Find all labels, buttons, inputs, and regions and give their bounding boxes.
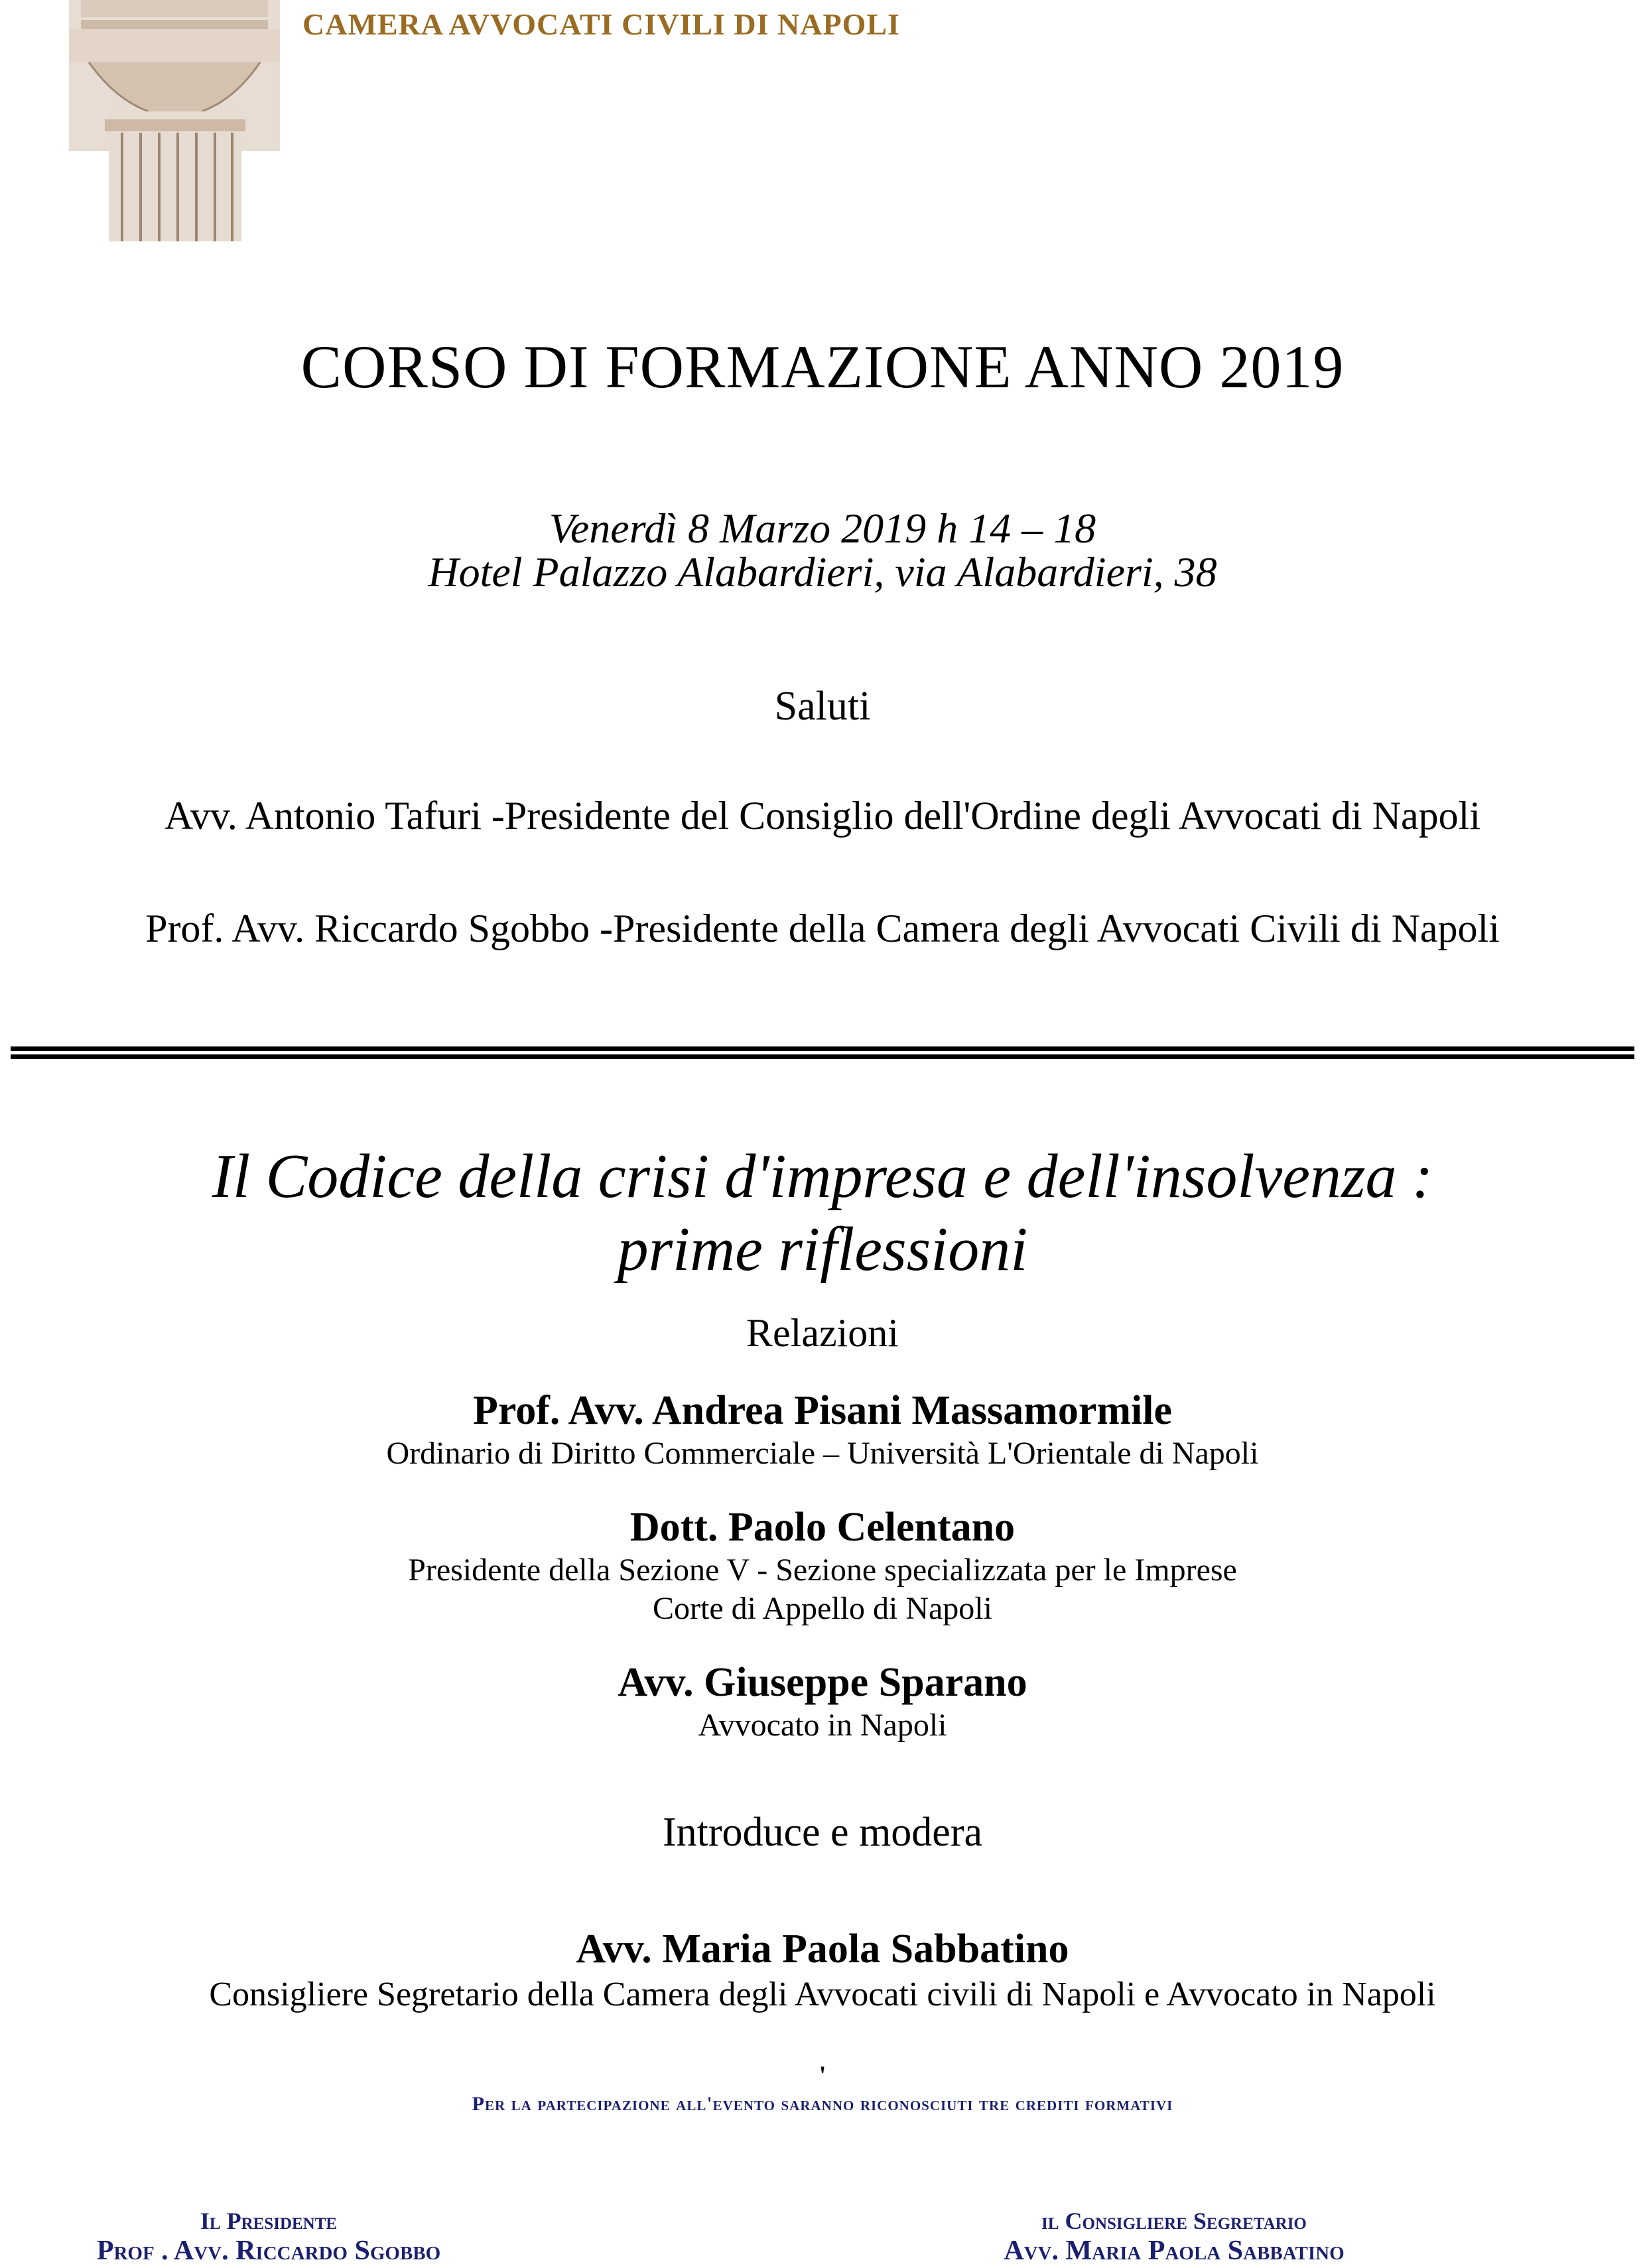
- speaker-name: Dott. Paolo Celentano: [629, 1505, 1016, 1550]
- moderator-heading: Introduce e modera: [663, 1810, 982, 1855]
- moderator-name: Avv. Maria Paola Sabbatino: [576, 1926, 1069, 1972]
- course-title: CORSO DI FORMAZIONE ANNO 2019: [300, 333, 1345, 401]
- reports-heading: Relazioni: [746, 1311, 899, 1355]
- credits-mark: ': [819, 2060, 826, 2090]
- signature-name: Prof . Avv. Riccardo Sgobbo: [96, 2236, 441, 2266]
- greeting-item: Prof. Avv. Riccardo Sgobbo -Presidente della Camera degli Avvocati Civili di Napoli: [145, 907, 1500, 950]
- speaker-role: Corte di Appello di Napoli: [653, 1591, 992, 1626]
- signature-title: il Consigliere Segretario: [1041, 2208, 1307, 2234]
- greetings-heading: Saluti: [774, 684, 871, 729]
- organization-name: CAMERA AVVOCATI CIVILI DI NAPOLI: [302, 7, 900, 41]
- column-capital-icon: [69, 0, 280, 241]
- speaker-role: Ordinario di Diritto Commerciale – Università L'Orientale di Napoli: [386, 1436, 1259, 1471]
- signature-secretary: [955, 2207, 1393, 2267]
- signature-president: [53, 2207, 484, 2267]
- signature-name: Avv. Maria Paola Sabbatino: [1004, 2236, 1345, 2266]
- greeting-item: Avv. Antonio Tafuri -Presidente del Consiglio dell'Ordine degli Avvocati di Napoli: [164, 794, 1481, 838]
- speaker-role: Avvocato in Napoli: [698, 1708, 947, 1743]
- speaker-name: Avv. Giuseppe Sparano: [618, 1660, 1027, 1705]
- talk-subtitle: prime riflessioni: [617, 1215, 1028, 1284]
- event-venue: Hotel Palazzo Alabardieri, via Alabardieri, 38: [428, 548, 1217, 596]
- credits-note: Per la partecipazione all'evento saranno riconosciuti tre crediti formativi: [472, 2093, 1173, 2115]
- speaker-role: Presidente della Sezione V - Sezione specializzata per le Imprese: [408, 1552, 1237, 1588]
- speaker-name: Prof. Avv. Andrea Pisani Massamormile: [473, 1388, 1172, 1433]
- double-divider: [11, 1046, 1634, 1065]
- talk-title: Il Codice della crisi d'impresa e dell'insolvenza :: [212, 1142, 1433, 1211]
- signature-title: Il Presidente: [200, 2208, 338, 2234]
- event-date: Venerdì 8 Marzo 2019 h 14 – 18: [549, 505, 1096, 552]
- moderator-role: Consigliere Segretario della Camera degli Avvocati civili di Napoli e Avvocato in Napoli: [209, 1976, 1436, 2013]
